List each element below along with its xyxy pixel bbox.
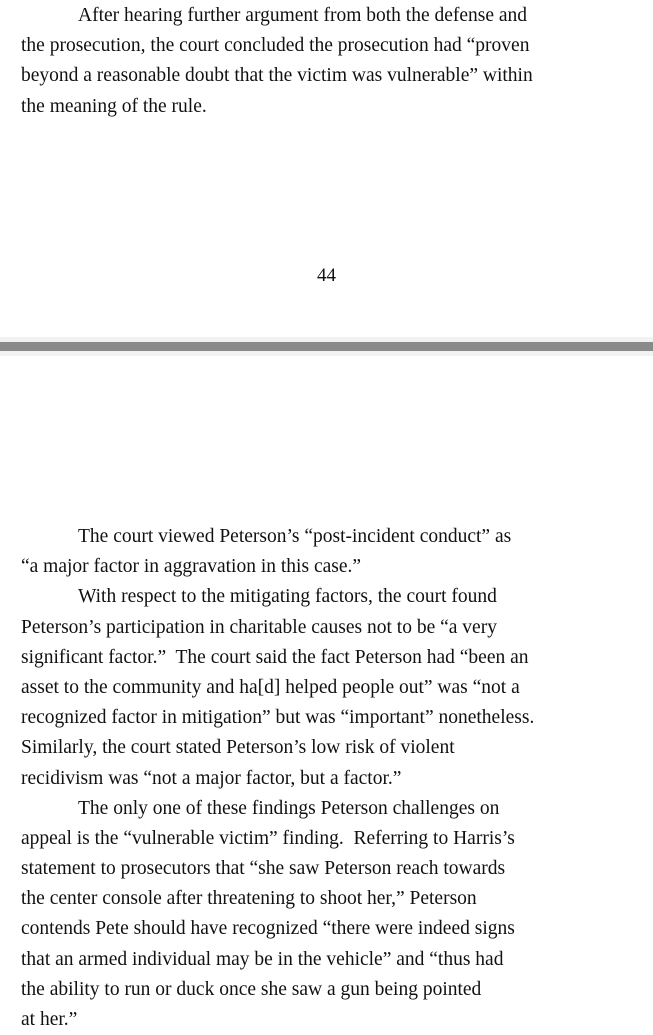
page-upper — [0, 0, 653, 337]
text-line: recidivism was “not a major factor, but a factor.” — [21, 767, 402, 789]
text-line: The court viewed Peterson’s “post-incident conduct” as — [78, 526, 512, 547]
text-line: The only one of these findings Peterson challenges on — [78, 797, 500, 819]
text-line: recognized factor in mitigation” but was “important” nonetheless. — [21, 707, 535, 729]
paragraph-block-findings — [21, 522, 646, 1035]
text-line: Peterson’s participation in charitable causes not to be “a very — [21, 616, 497, 638]
text-line: the ability to run or duck once she saw a gun being pointed — [21, 978, 482, 1000]
page-divider-bar — [0, 342, 653, 351]
text-line: appeal is the “vulnerable victim” finding. Referring to Harris’s — [21, 827, 515, 849]
text-line: the prosecution, the court concluded the prosecution had “proven — [21, 35, 530, 57]
text-line: at her.” — [21, 1009, 78, 1030]
text-line: that an armed individual may be in the vehicle” and “thus had — [21, 948, 504, 970]
text-line: significant factor.” The court said the fact Peterson had “been an — [21, 646, 529, 668]
text-line: “a major factor in aggravation in this case.” — [21, 556, 362, 578]
text-line: contends Pete should have recognized “there were indeed signs — [21, 918, 515, 940]
text-line: After hearing further argument from both the defense and — [78, 5, 528, 26]
page-lower — [0, 356, 653, 1030]
text-line: asset to the community and ha[d] helped people out” was “not a — [21, 676, 520, 698]
paragraph-court-conclusion — [21, 1, 646, 122]
page-number: 44 — [317, 265, 336, 286]
text-line: beyond a reasonable doubt that the victim was vulnerable” within — [21, 65, 533, 87]
text-line: statement to prosecutors that “she saw Peterson reach towards — [21, 858, 506, 880]
page-divider — [0, 337, 653, 356]
text-line: With respect to the mitigating factors, the court found — [78, 586, 497, 608]
text-line: the center console after threatening to shoot her,” Peterson — [21, 888, 477, 910]
text-line: Similarly, the court stated Peterson’s low risk of violent — [21, 737, 455, 759]
text-line: the meaning of the rule. — [21, 95, 207, 117]
